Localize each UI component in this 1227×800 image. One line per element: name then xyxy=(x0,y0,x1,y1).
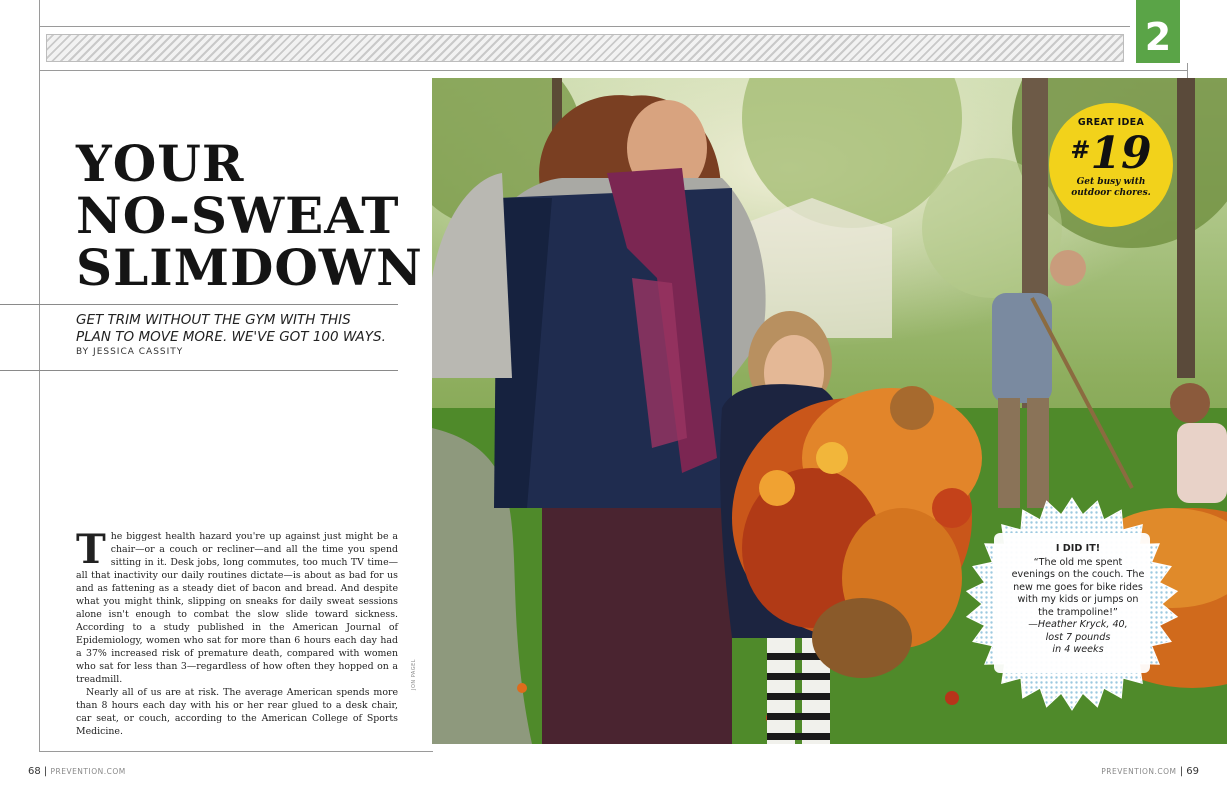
testimonial-attribution xyxy=(990,619,1166,657)
header-rule xyxy=(40,70,1187,71)
dek xyxy=(76,312,396,346)
great-idea-kicker: GREAT IDEA xyxy=(1077,117,1145,128)
top-rule xyxy=(40,26,1130,27)
dek-line-1: GET TRIM WITHOUT THE GYM WITH THIS xyxy=(76,312,351,328)
great-idea-subtitle-line-2: outdoor chores. xyxy=(1071,188,1151,198)
decorative-hatch-bar xyxy=(46,34,1124,62)
testimonial-attribution-line-1: —Heather Kryck, 40, xyxy=(1028,619,1128,630)
great-idea-number xyxy=(1049,128,1173,179)
great-idea-subtitle-line-1: Get busy with xyxy=(1076,177,1146,187)
testimonial-callout xyxy=(990,543,1166,657)
byline: BY JESSICA CASSITY xyxy=(76,347,184,357)
testimonial-attribution-line-3: in 4 weeks xyxy=(1052,644,1104,655)
testimonial-attribution-line-2: lost 7 pounds xyxy=(1045,631,1111,643)
testimonial-quote-line-2: evenings on the couch. The xyxy=(1011,569,1145,580)
dek-bottom-rule xyxy=(0,370,398,371)
testimonial-quote-line-3: new me goes for bike rides xyxy=(1013,581,1143,593)
folio-right-page: 69 xyxy=(1186,766,1199,777)
great-idea-number-value: 19 xyxy=(1090,128,1152,179)
left-margin-rule xyxy=(39,0,40,752)
folio-right: PREVENTION.COM | 69 xyxy=(1101,766,1199,777)
folio-right-site: PREVENTION.COM xyxy=(1101,767,1177,776)
section-number-tab xyxy=(1136,0,1180,63)
testimonial-quote-line-4: with my kids or jumps on xyxy=(1017,594,1139,605)
testimonial-quote-line-5: the trampoline!” xyxy=(1038,606,1118,618)
body-copy xyxy=(76,526,398,738)
photo-credit: JON PAGEL xyxy=(411,658,417,690)
great-idea-badge xyxy=(1049,103,1173,227)
dek-line-2: PLAN TO MOVE MORE. WE'VE GOT 100 WAYS. xyxy=(76,329,386,345)
great-idea-hash: # xyxy=(1070,135,1091,164)
bottom-rule xyxy=(39,751,433,752)
section-number: 2 xyxy=(1144,15,1172,59)
testimonial-quote-line-1: “The old me spent xyxy=(1033,556,1123,568)
folio-left: 68 | PREVENTION.COM xyxy=(28,766,126,777)
folio-left-page: 68 xyxy=(28,766,41,777)
headline-line-3: SLIMDOWN xyxy=(76,238,423,297)
dek-top-rule xyxy=(0,304,398,305)
testimonial-quote xyxy=(990,557,1166,620)
great-idea-subtitle xyxy=(1049,177,1173,199)
headline xyxy=(76,134,423,297)
body-paragraph-1-text: he biggest health hazard you're up against just might be a chair—or a couch or recliner—and all the time you spend sitting in it. Desk jobs, long commutes, too much TV time—all that inactivity our daily routines dictate—is about as bad for us and as fattening as a steady diet of bacon and bread. And despite what you might think, slipping on sneaks for daily sweat sessions alone isn't enough to combat the slow slide toward sickness. According to a study published in the American Journal of Epidemiology, women who sat for more than 6 hours each day had a 37% increased risk of premature death, compared with women who sat for less than 3—regardless of how often they hopped on a treadmill. xyxy=(76,531,398,685)
body-paragraph-2: Nearly all of us are at risk. The average American spends more than 8 hours each day with his or her rear glued to a desk chair, car seat, or couch, according to the American College of Sports Medicine. xyxy=(76,687,398,737)
headline-line-2: NO-SWEAT xyxy=(76,186,400,245)
testimonial-title: I DID IT! xyxy=(1055,543,1101,554)
folio-left-site: PREVENTION.COM xyxy=(50,767,126,776)
headline-line-1: YOUR xyxy=(76,134,245,193)
drop-cap: T xyxy=(76,526,106,573)
right-margin-rule xyxy=(1187,63,1188,78)
body-paragraph-1 xyxy=(76,526,398,686)
